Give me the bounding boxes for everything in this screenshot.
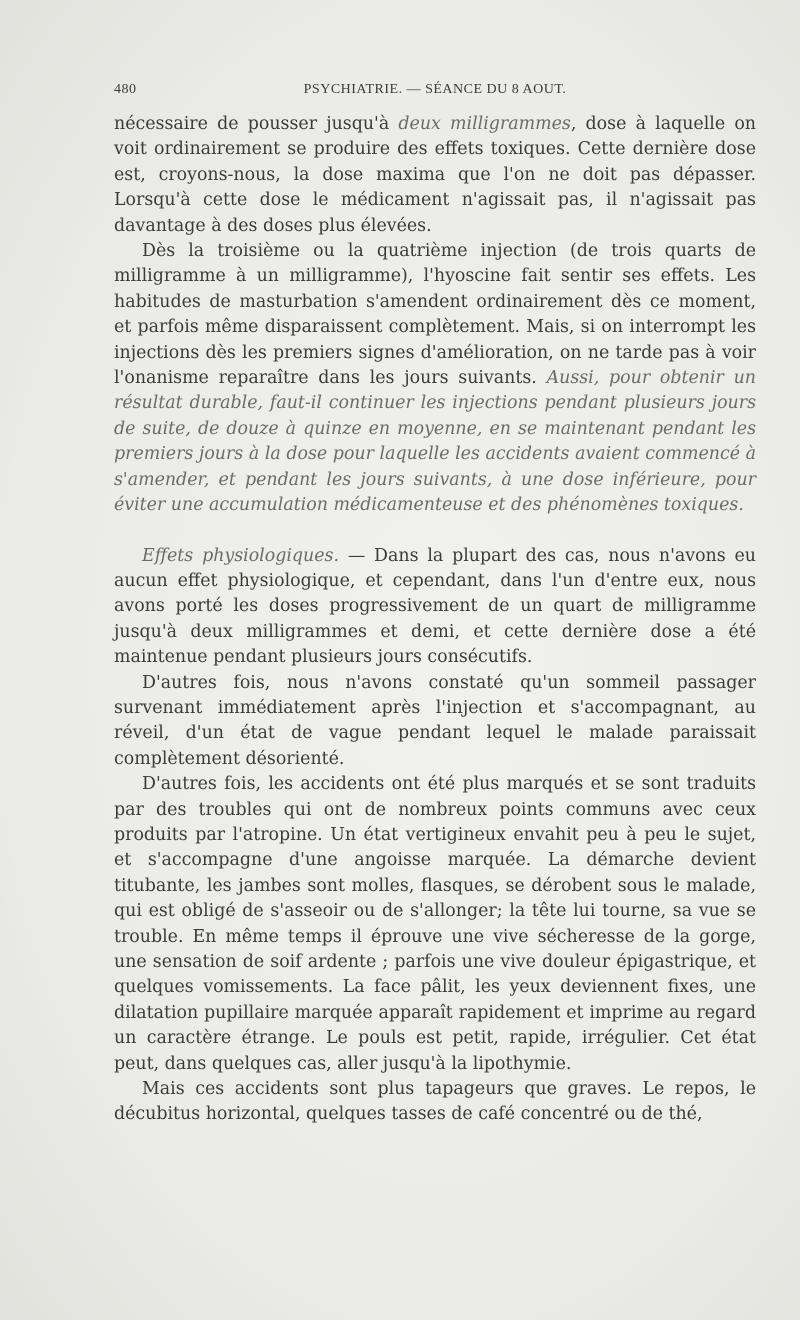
text-run: Dès la troisième ou la quatrième injection (de trois quarts de milligramme à un milligramme), l'hyoscine fait sentir ses effets. Les habitudes de masturbation s'amendent ordinairement dès ce moment, et parfois même disparaissent complètement. Mais, si on interrompt les injections dès les premiers signes d'amélioration, on ne tarde pas à voir l'onanisme reparaître dans les jours suivants.: [114, 241, 756, 389]
italic-run: Aussi, pour obtenir un résultat durable, faut-il continuer les injections pendant plusieurs jours de suite, de douze à quinze en moyenne, en se maintenant pendant les premiers jours à la dose pour laquelle les accidents avaient commencé à s'amender, et pendant les jours suivants, à une dose inférieure, pour éviter une accumulation médicamenteuse et des phénomènes toxiques.: [114, 368, 757, 516]
section-paragraph: [114, 544, 756, 671]
paragraph: [114, 239, 756, 518]
section-title: Effets physiologiques.: [142, 545, 339, 566]
text-run: — Dans la plupart des cas, nous n'avons eu aucun effet physiologique, et cependant, dans l'un d'entre eux, nous avons porté les doses progressivement de un quart de milligramme jusqu'à deux milligrammes et demi, et cette dernière dose a été maintenue pendant plusieurs jours consécutifs.: [114, 545, 756, 668]
body-text: [114, 112, 756, 1128]
paragraph: [114, 671, 756, 773]
paragraph: [114, 1077, 756, 1128]
page-header: [114, 82, 756, 104]
text-run: , dose à laquelle on voit ordinairement se produire des effets toxiques. Cette dernière dose est, croyons-nous, la dose maxima que l'on ne doit pas dépasser. Lorsqu'à cette dose le médicament n'agissait pas, il n'agissait pas davantage à des doses plus élevées.: [114, 114, 756, 236]
text-run: nécessaire de pousser jusqu'à: [114, 114, 399, 134]
page-number: 480: [114, 82, 137, 97]
text-run: D'autres fois, les accidents ont été plus marqués et se sont traduits par des troubles qui ont de nombreux points communs avec ceux produits par l'atropine. Un état vertigineux envahit peu à peu le sujet, et s'accompagne d'une angoisse marquée. La démarche devient titubante, les jambes sont molles, flasques, se dérobent sous le malade, qui est obligé de s'asseoir ou de s'allonger; la tête lui tourne, sa vue se trouble. En même temps il éprouve une vive sécheresse de la gorge, une sensation de soif ardente ; parfois une vive douleur épigastrique, et quelques vomissements. La face pâlit, les yeux deviennent fixes, une dilatation pupillaire marquée apparaît rapidement et imprime au regard un caractère étrange. Le pouls est petit, rapide, irrégulier. Cet état peut, dans quelques cas, aller jusqu'à la lipothymie.: [114, 774, 756, 1074]
italic-run: deux milligrammes: [398, 114, 571, 134]
text-run: Mais ces accidents sont plus tapageurs que graves. Le repos, le décubitus horizontal, quelques tasses de café concentré ou de thé,: [114, 1079, 756, 1125]
paragraph: [114, 112, 756, 239]
running-head: PSYCHIATRIE. — SÉANCE DU 8 AOUT.: [303, 82, 567, 97]
paragraph: [114, 772, 756, 1077]
text-run: D'autres fois, nous n'avons constaté qu'un sommeil passager survenant immédiatement après l'injection et s'accompagnant, au réveil, d'un état de vague pendant lequel le malade paraissait complètement désorienté.: [114, 672, 756, 769]
